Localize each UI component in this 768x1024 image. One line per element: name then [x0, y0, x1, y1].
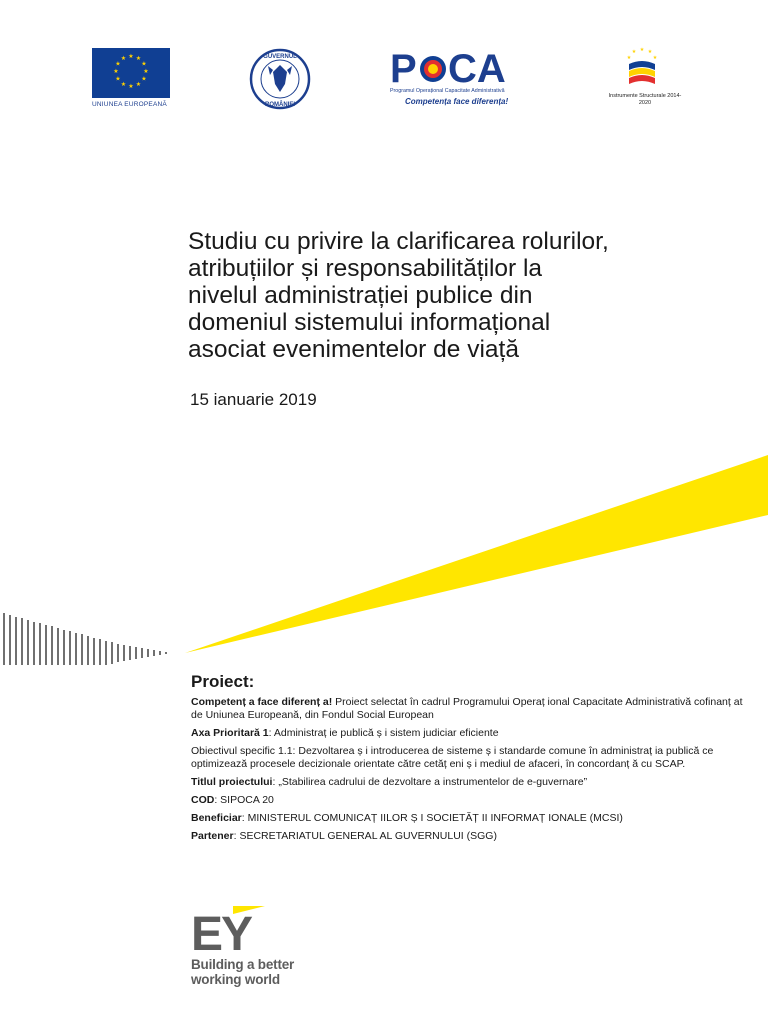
svg-text:★: ★ — [113, 68, 119, 75]
svg-text:★: ★ — [135, 81, 142, 88]
document-date: 15 ianuarie 2019 — [190, 390, 317, 409]
project-heading: Proiect: — [191, 672, 255, 691]
project-line-objective: Obiectivul specific 1.1: Dezvoltarea ș i introducerea de sisteme ș i standarde comune în administraț ia publică ce optimizează procesele decizionale orientate către cetăț eni ș i mediul de afaceri, în concordanț ă cu SCAP. — [191, 745, 714, 770]
svg-text:ROMÂNIEI: ROMÂNIEI — [265, 102, 295, 108]
svg-text:P: P — [390, 48, 417, 91]
ey-tagline: Building a better working world — [191, 957, 295, 987]
poca-tagline: Competența face diferența! — [405, 97, 509, 106]
svg-text:★: ★ — [120, 81, 127, 88]
project-line-axis: Axa Prioritară 1: Administraț ie publică ș i sistem judiciar eficiente — [191, 727, 499, 739]
svg-text:★: ★ — [647, 49, 653, 55]
structural-instruments-caption: Instrumente Structurale 2014-2020 — [608, 93, 682, 106]
svg-text:★: ★ — [631, 49, 637, 55]
svg-text:★: ★ — [141, 60, 147, 68]
project-line-program: Competenț a face diferenț a! Proiect selectat în cadrul Programului Operaț ional Capacitate Administrativă cofinanț at de Uniunea Europeană, din Fondul Social European — [191, 696, 743, 721]
svg-text:★: ★ — [135, 55, 142, 62]
structural-instruments-logo — [617, 44, 667, 92]
ey-logo — [191, 906, 311, 950]
eu-caption: UNIUNEA EUROPEANĂ — [92, 101, 167, 108]
document-title: Studiu cu privire la clarificarea rolurilor, atribuțiilor și responsabilităților la nivelul administrației publice din domeniul sistemului informațional asociat evenimentelor de viață — [188, 228, 609, 363]
svg-text:★: ★ — [120, 55, 127, 62]
project-details — [191, 672, 751, 848]
government-seal-logo — [249, 48, 311, 110]
svg-text:★: ★ — [115, 75, 121, 83]
svg-text:EY: EY — [191, 908, 252, 950]
project-line-partner: Partener: SECRETARIATUL GENERAL AL GUVERNULUI (SGG) — [191, 830, 497, 842]
svg-text:CA: CA — [448, 48, 506, 91]
svg-text:GUVERNUL: GUVERNUL — [263, 54, 297, 60]
project-line-code: COD: SIPOCA 20 — [191, 794, 274, 806]
svg-text:★: ★ — [115, 60, 121, 68]
svg-text:★: ★ — [652, 55, 658, 61]
project-line-beneficiary: Beneficiar: MINISTERUL COMUNICAȚ IILOR Ș I SOCIETĂȚ II INFORMAȚ IONALE (MCSI) — [191, 812, 623, 824]
poca-subtitle: Programul Operațional Capacitate Administrativă — [390, 88, 505, 94]
svg-text:★: ★ — [626, 55, 632, 61]
svg-text:★: ★ — [639, 47, 645, 53]
eu-flag-logo — [92, 48, 170, 98]
svg-text:★: ★ — [128, 83, 134, 90]
svg-text:★: ★ — [143, 68, 149, 75]
svg-text:★: ★ — [141, 75, 147, 83]
svg-text:★: ★ — [128, 53, 134, 60]
ey-beam-graphic — [0, 455, 768, 665]
project-line-title: Titlul proiectului: „Stabilirea cadrului de dezvoltare a instrumentelor de e-guvernare” — [191, 776, 588, 788]
